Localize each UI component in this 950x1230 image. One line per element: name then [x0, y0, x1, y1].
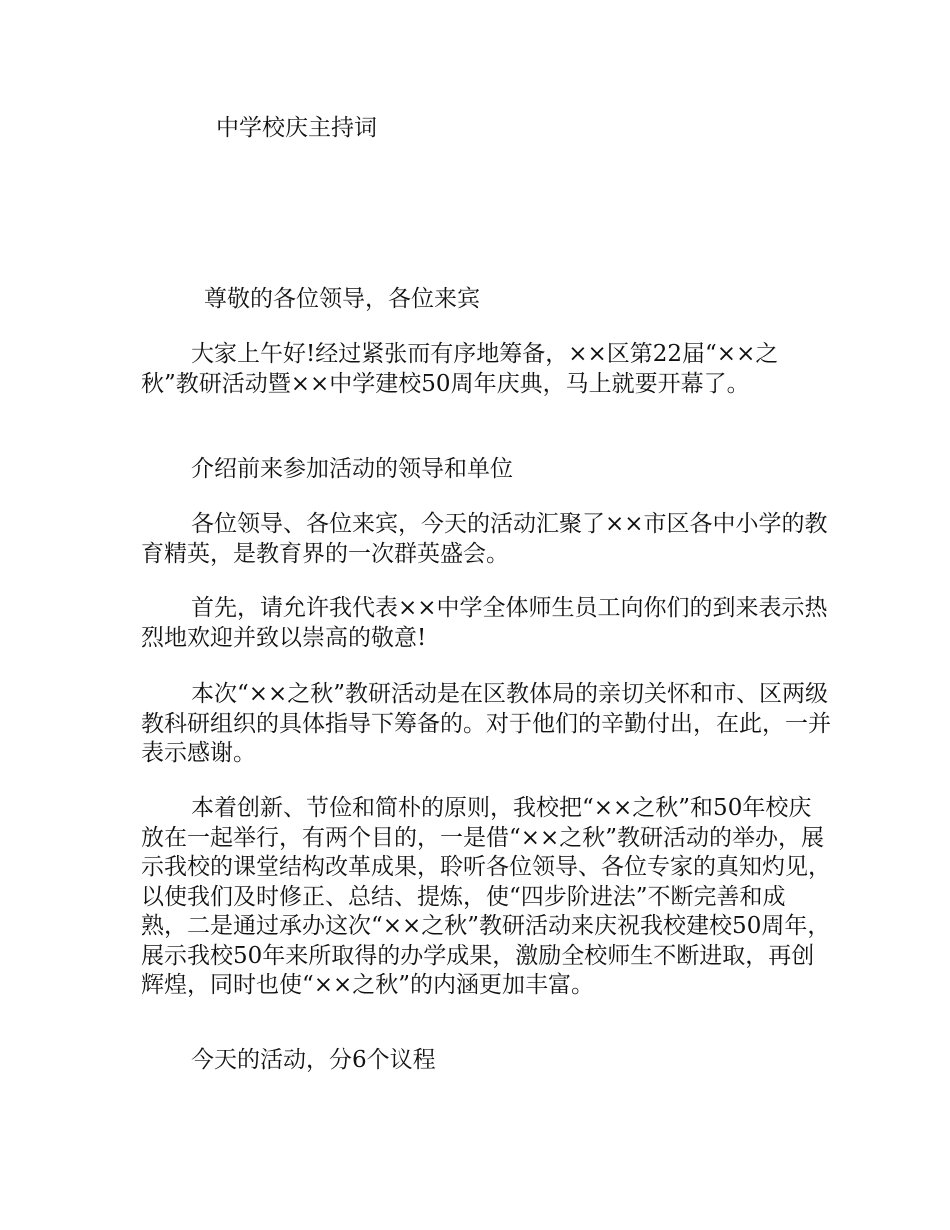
document-title: 中学校庆主持词 — [216, 115, 377, 141]
paragraph-thanks: 本次“××之秋”教研活动是在区教体局的亲切关怀和市、区两级教科研组织的具体指导下筹备的。对于他们的辛勤付出，在此，一并表示感谢。 — [141, 681, 831, 766]
paragraph-gathering: 各位领导、各位来宾，今天的活动汇聚了××市区各中小学的教育精英，是教育界的一次群英盛会。 — [141, 511, 828, 567]
paragraph-opening: 大家上午好!经过紧张而有序地筹备，××区第22届“××之秋”教研活动暨××中学建校50周年庆典，马上就要开幕了。 — [141, 341, 779, 397]
paragraph-welcome: 首先，请允许我代表××中学全体师生员工向你们的到来表示热烈地欢迎并致以崇高的敬意! — [141, 595, 828, 651]
paragraph-agenda: 今天的活动，分6个议程 — [191, 1047, 436, 1073]
salutation: 尊敬的各位领导，各位来宾 — [204, 286, 480, 312]
paragraph-purpose: 本着创新、节俭和简朴的原则，我校把“××之秋”和50年校庆放在一起举行，有两个目的，一是借“××之秋”教研活动的举办，展示我校的课堂结构改革成果，聆听各位领导、各位专家的真知灼见，以使我们及时修正、总结、提炼，使“四步阶进法”不断完善和成熟，二是通过承办这次“××之秋”教研活动来庆祝我校建校50周年，展示我校50年来所取得的办学成果，激励全校师生不断进取，再创辉煌，同时也使“××之秋”的内涵更加丰富。 — [141, 795, 831, 998]
paragraph-introduce-guests: 介绍前来参加活动的领导和单位 — [191, 456, 513, 482]
